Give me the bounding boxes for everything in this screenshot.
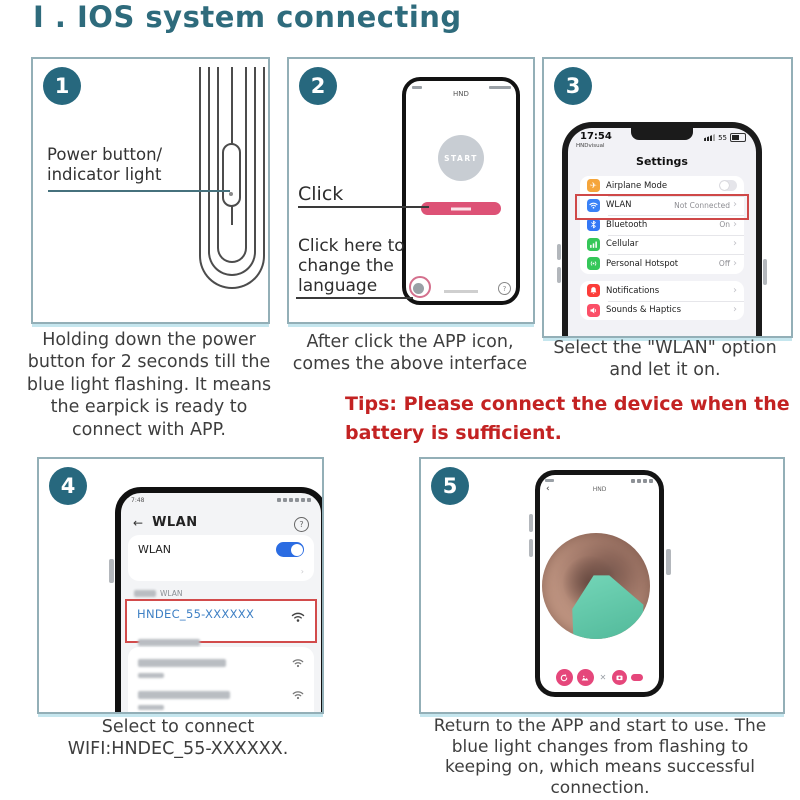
start-button[interactable]: START	[438, 135, 484, 181]
version-text-bar	[444, 290, 478, 293]
airplane-icon: ✈	[587, 179, 600, 192]
step2-badge: 2	[299, 67, 337, 105]
help-icon[interactable]	[498, 282, 511, 295]
step1-caption: Holding down the power button for 2 seconds till the blue light flashing. It means the earpick is ready to connect with APP.	[26, 330, 272, 440]
power-button-label: Power button/ indicator light	[47, 145, 163, 185]
settings-row-airplane[interactable]	[580, 176, 744, 196]
earpick-tip	[572, 575, 643, 639]
network-name: HNDEC_55-XXXXXX	[137, 607, 255, 621]
row-label: Cellular	[606, 239, 639, 250]
ear-canal-camera-image	[542, 533, 650, 639]
phone-app-start-screen	[402, 77, 520, 305]
side-button	[529, 539, 533, 557]
chevron-right-icon	[733, 239, 737, 249]
status-icons-bar	[489, 86, 511, 89]
step5-panel	[419, 457, 785, 714]
wlan-toggle-card	[128, 535, 314, 581]
side-button	[529, 514, 533, 532]
settings-row-hotspot[interactable]	[580, 254, 744, 274]
app-title: HND	[453, 90, 469, 98]
other-networks-list	[128, 647, 314, 714]
wlan-header	[133, 515, 198, 530]
status-time-bar	[545, 479, 554, 482]
step4-badge: 4	[49, 467, 87, 505]
close-icon[interactable]	[600, 673, 607, 682]
step4-caption: Select to connect WIFI:HNDEC_55-XXXXXX.	[67, 717, 289, 760]
chevron-right-icon	[301, 568, 304, 576]
step5-caption: Return to the APP and start to use. The blue light changes from flashing to keeping on, which means successful connection.	[433, 716, 767, 799]
settings-row-cellular[interactable]	[580, 235, 744, 255]
row-label: Sounds & Haptics	[606, 305, 682, 316]
signal-icon	[704, 134, 715, 141]
status-icon	[643, 479, 647, 483]
blurred-chinese-text	[134, 590, 156, 597]
status-icon	[277, 498, 281, 502]
power-button-drawing	[222, 143, 241, 207]
connect-button[interactable]	[421, 202, 501, 215]
status-icons	[631, 479, 653, 483]
step5-badge: 5	[431, 467, 469, 505]
status-icons	[704, 133, 746, 142]
wlan-highlight-box	[575, 194, 749, 220]
blurred-network-name	[138, 659, 226, 667]
click-pointer-line	[298, 206, 429, 208]
wifi-signal-icon	[291, 610, 305, 624]
app-title: HND	[592, 486, 607, 493]
language-label: Click here to change the language	[298, 236, 405, 297]
android-wlan-screen	[115, 487, 324, 714]
chevron-right-icon	[733, 305, 737, 315]
step2-panel	[287, 57, 535, 324]
status-carrier: HNDvisual	[576, 143, 605, 149]
phone-camera-view	[535, 470, 664, 697]
tips-text: Tips: Please connect the device when the battery is sufficient.	[345, 393, 790, 445]
row-value: On	[719, 220, 730, 230]
battery-icon	[730, 133, 746, 142]
section-label-text: WLAN	[160, 589, 183, 598]
status-icon	[637, 479, 641, 483]
battery-percent: 55	[718, 133, 727, 142]
page-title: I . IOS system connecting	[33, 0, 462, 34]
notifications-icon	[587, 284, 600, 297]
status-icon	[631, 479, 635, 483]
side-button	[666, 549, 671, 575]
airplane-toggle[interactable]	[719, 180, 737, 191]
status-time: 7:48	[131, 497, 145, 504]
available-networks-label	[134, 589, 183, 598]
gallery-button[interactable]	[577, 669, 594, 686]
blurred-section-text	[138, 639, 200, 646]
help-icon[interactable]	[294, 517, 309, 532]
status-icon	[301, 498, 305, 502]
wlan-toggle-row[interactable]	[128, 535, 314, 557]
iphone-settings-screen	[562, 122, 762, 338]
row-value: Off	[718, 259, 730, 269]
pointer-line	[48, 190, 230, 192]
personal-hotspot-icon	[587, 257, 600, 270]
status-icons	[277, 498, 311, 502]
settings-row-sounds[interactable]	[580, 301, 744, 321]
blurred-network-subtext	[138, 705, 164, 710]
step1-panel	[31, 57, 270, 324]
volume-button	[557, 267, 561, 283]
row-label: WLAN	[606, 200, 632, 211]
status-time: 17:54	[580, 131, 612, 142]
side-button	[109, 559, 114, 583]
step1-badge: 1	[43, 67, 81, 105]
rotate-button[interactable]	[556, 669, 573, 686]
wlan-toggle-label: WLAN	[138, 543, 172, 556]
step3-panel	[542, 57, 793, 338]
row-label: Personal Hotspot	[606, 258, 679, 269]
earpick-device-drawing	[199, 67, 265, 289]
wifi-signal-icon	[292, 657, 304, 669]
language-globe-icon[interactable]	[413, 283, 424, 294]
settings-title: Settings	[636, 155, 688, 168]
chevron-right-icon	[733, 220, 737, 230]
status-icon	[649, 479, 653, 483]
wlan-header-title: WLAN	[152, 515, 198, 530]
side-button	[763, 259, 767, 285]
hndec-network-row[interactable]	[125, 599, 317, 643]
blurred-network-subtext	[138, 673, 164, 678]
sounds-icon	[587, 304, 600, 317]
language-pointer-line	[296, 297, 413, 299]
status-icon	[289, 498, 293, 502]
settings-card	[580, 176, 744, 274]
step2-caption: After click the APP icon, comes the above interface	[292, 332, 528, 375]
cellular-icon	[587, 238, 600, 251]
wlan-toggle[interactable]	[276, 542, 304, 557]
row-value: Not Connected	[674, 200, 730, 210]
step4-panel	[37, 457, 324, 714]
status-icon	[307, 498, 311, 502]
notch	[631, 128, 693, 140]
bluetooth-icon	[587, 218, 600, 231]
volume-button	[557, 244, 561, 260]
blurred-network-name	[138, 691, 230, 699]
row-label: Airplane Mode	[606, 180, 668, 191]
row-label: Notifications	[606, 285, 660, 296]
settings-card-2	[580, 281, 744, 320]
settings-row-notifications[interactable]	[580, 281, 744, 301]
step3-badge: 3	[554, 67, 592, 105]
step3-caption: Select the "WLAN" option and let it on.	[553, 338, 777, 381]
click-label: Click	[298, 183, 344, 205]
row-label: Bluetooth	[606, 219, 648, 230]
wifi-signal-icon	[292, 689, 304, 701]
back-arrow-icon[interactable]	[133, 516, 143, 530]
chevron-right-icon	[733, 286, 737, 296]
status-icon	[283, 498, 287, 502]
status-time-bar	[412, 86, 422, 89]
status-icon	[295, 498, 299, 502]
chevron-right-icon	[733, 259, 737, 269]
battery-indicator	[631, 674, 643, 681]
capture-button[interactable]	[612, 670, 627, 685]
camera-controls	[540, 669, 659, 686]
